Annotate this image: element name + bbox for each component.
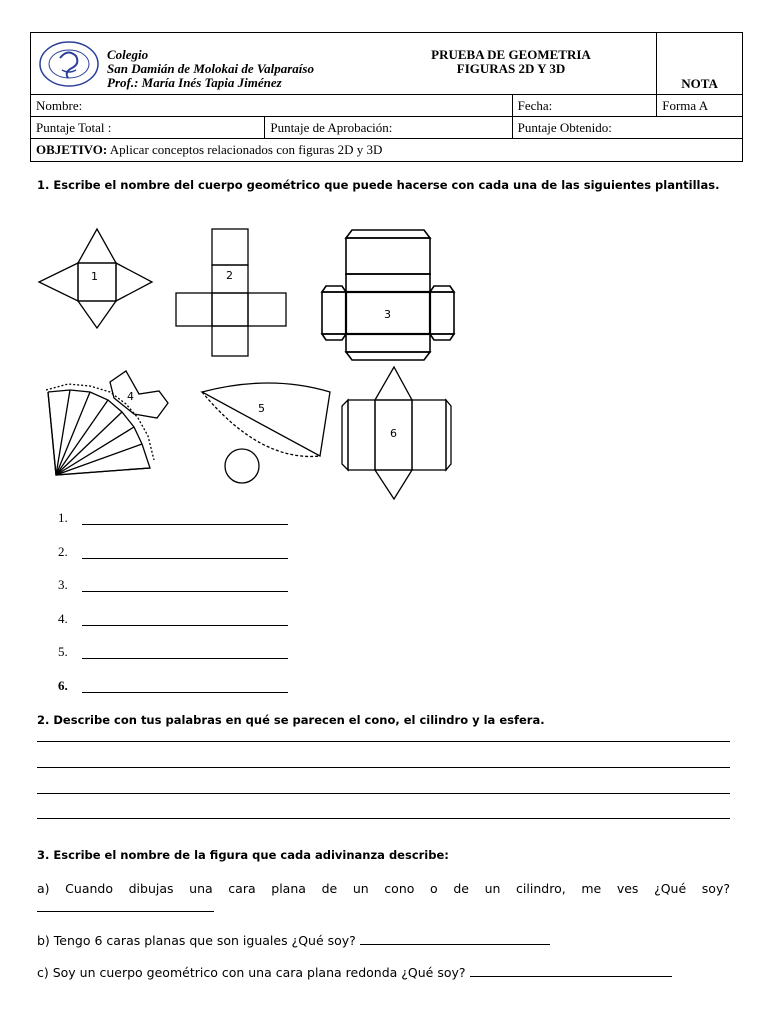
question-2-line-1[interactable] xyxy=(37,741,730,742)
name-field[interactable] xyxy=(31,95,513,116)
figure-label-3: 3 xyxy=(384,308,391,321)
header-row-objective xyxy=(31,139,742,161)
riddle-b xyxy=(37,932,550,949)
question-2-line-3[interactable] xyxy=(37,793,730,794)
figure-label-4: 4 xyxy=(127,390,134,403)
date-field[interactable] xyxy=(513,95,658,116)
answer-row-5 xyxy=(58,644,288,678)
objective-cell xyxy=(31,139,742,161)
obtained-score-label: Puntaje Obtenido: xyxy=(517,119,612,135)
answer-number-3: 3. xyxy=(58,577,68,592)
figure-label-1: 1 xyxy=(91,270,98,283)
answer-field-3[interactable] xyxy=(82,577,288,592)
answer-number-4: 4. xyxy=(58,610,68,626)
school-line2: San Damián de Molokai de Valparaíso xyxy=(107,61,314,76)
school-logo xyxy=(38,40,100,88)
answer-number-1: 1. xyxy=(58,510,68,525)
figure-label-5: 5 xyxy=(258,402,265,415)
figure-label-2: 2 xyxy=(226,269,233,282)
name-label: Nombre: xyxy=(36,97,83,113)
form-label: Forma A xyxy=(662,97,709,113)
question-1-text: 1. Escribe el nombre del cuerpo geométrico que puede hacerse con cada una de las siguientes plantillas. xyxy=(37,178,720,192)
net-cube xyxy=(176,229,286,356)
answer-number-2: 2. xyxy=(58,543,68,559)
school-cell xyxy=(31,33,657,94)
riddle-b-text: b) Tengo 6 caras planas que son iguales ¿Qué soy? xyxy=(37,933,356,948)
answer-row-2 xyxy=(58,544,288,578)
answer-field-5[interactable] xyxy=(82,644,288,659)
header-table xyxy=(30,32,743,162)
question-2-text: 2. Describe con tus palabras en qué se parecen el cono, el cilindro y la esfera. xyxy=(37,713,545,727)
answer-field-1[interactable] xyxy=(82,510,288,525)
test-title-line1: PRUEBA DE GEOMETRIA xyxy=(431,47,591,62)
approval-score-label: Puntaje de Aprobación: xyxy=(270,119,393,135)
school-line1: Colegio xyxy=(107,47,149,62)
answer-row-4 xyxy=(58,611,288,645)
riddle-a: a) Cuando dibujas una cara plana de un cono o de un cilindro, me ves ¿Qué soy? xyxy=(37,881,730,896)
school-info xyxy=(107,48,314,90)
answer-field-2[interactable] xyxy=(82,544,288,559)
header-top-row xyxy=(31,33,742,95)
objective-text: Aplicar conceptos relacionados con figuras 2D y 3D xyxy=(107,142,383,157)
answer-field-6[interactable] xyxy=(82,678,288,693)
test-title-line2: FIGURAS 2D Y 3D xyxy=(456,61,566,76)
obtained-score-field[interactable] xyxy=(513,117,742,138)
question-2-line-4[interactable] xyxy=(37,818,730,819)
net-cone xyxy=(202,383,330,483)
form-cell xyxy=(657,95,742,116)
riddle-b-answer-field[interactable] xyxy=(360,932,550,945)
grade-label: NOTA xyxy=(681,76,718,91)
riddle-a-answer-field[interactable] xyxy=(37,899,214,912)
riddle-c xyxy=(37,964,672,981)
answer-field-4[interactable] xyxy=(82,611,288,626)
total-score-label: Puntaje Total : xyxy=(36,119,112,135)
answer-row-6 xyxy=(58,678,288,712)
nets-figures xyxy=(30,222,470,502)
teacher-name: Prof.: María Inés Tapia Jiménez xyxy=(107,75,282,90)
grade-cell[interactable] xyxy=(657,33,742,94)
header-row-name xyxy=(31,95,742,117)
answer-row-1 xyxy=(58,510,288,544)
answer-number-5: 5. xyxy=(58,644,68,659)
total-score-field[interactable] xyxy=(31,117,265,138)
riddle-c-answer-field[interactable] xyxy=(470,964,672,977)
question-3-text: 3. Escribe el nombre de la figura que cada adivinanza describe: xyxy=(37,848,449,862)
approval-score-field[interactable] xyxy=(265,117,512,138)
net-rectangular-prism xyxy=(322,230,454,360)
objective-label: OBJETIVO: xyxy=(36,142,108,157)
question-2-line-2[interactable] xyxy=(37,767,730,768)
figure-label-6: 6 xyxy=(390,427,397,440)
net-heptagonal-pyramid xyxy=(46,371,168,475)
answer-number-6: 6. xyxy=(58,677,68,693)
riddle-c-text: c) Soy un cuerpo geométrico con una cara plana redonda ¿Qué soy? xyxy=(37,965,466,980)
answer-row-3 xyxy=(58,577,288,611)
test-title xyxy=(421,48,601,76)
question-1-answers xyxy=(58,510,288,711)
header-row-scores xyxy=(31,117,742,139)
date-label: Fecha: xyxy=(517,97,553,113)
